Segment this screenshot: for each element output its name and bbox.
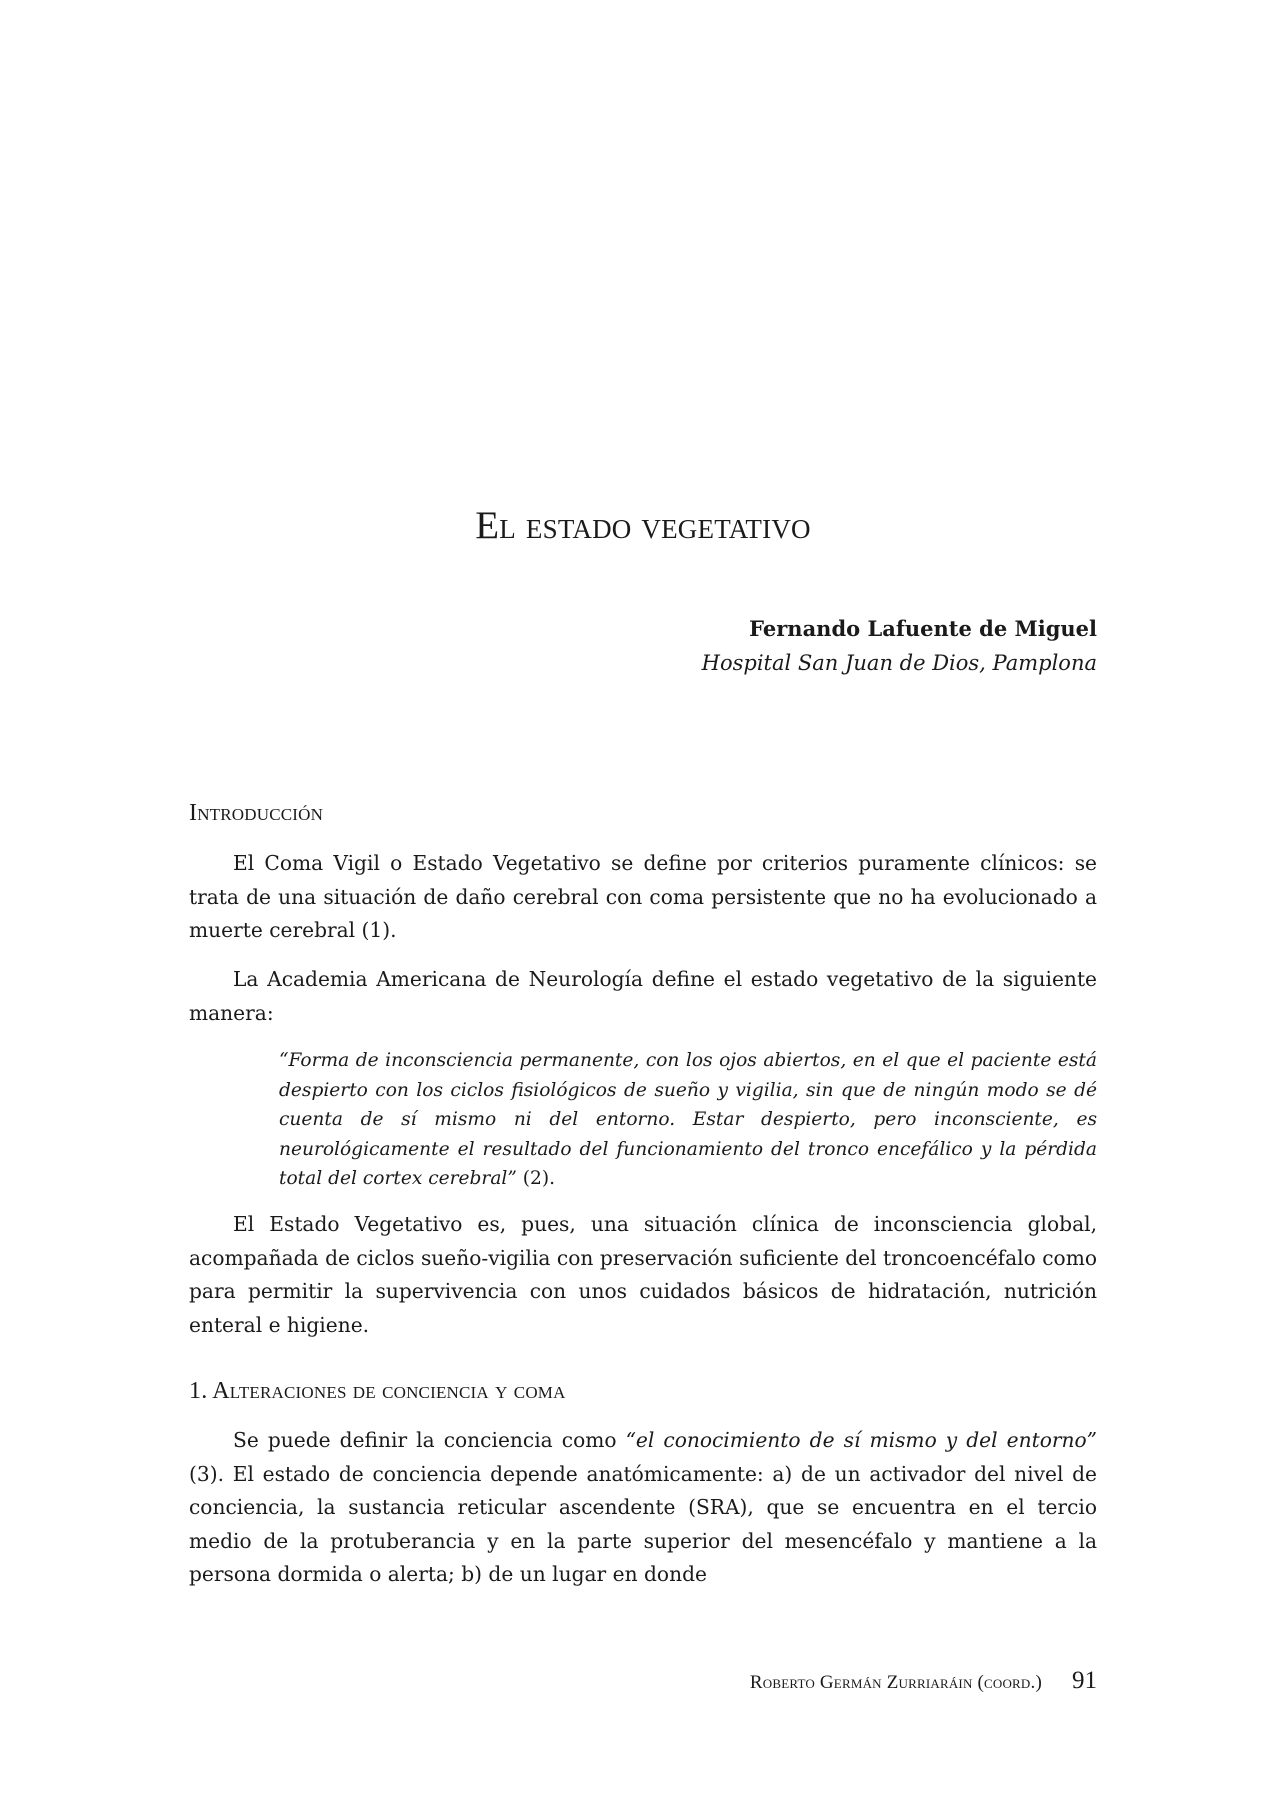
author-affiliation: Hospital San Juan de Dios, Pamplona: [701, 651, 1097, 675]
page-footer: [750, 1667, 1097, 1695]
section-1-quoted-definition: “el conocimiento de sí mismo y del entorno”: [625, 1428, 1097, 1452]
section-1-text-start: Se puede definir la conciencia como: [233, 1428, 626, 1452]
section-1-paragraph: [189, 1424, 1097, 1592]
section-1-text-rest: (3). El estado de conciencia depende anatómicamente: a) de un activador del nivel de conciencia, la sustancia reticular ascendente (SRA), que se encuentra en el tercio medio de la protuberancia y en la parte superior del mesencéfalo y mantiene a la persona dormida o alerta; b) de un lugar en donde: [189, 1461, 1097, 1587]
section-1-heading: 1. Alteraciones de conciencia y coma: [189, 1378, 566, 1404]
quote-citation: (2).: [516, 1168, 556, 1189]
quote-text: “Forma de inconsciencia permanente, con los ojos abiertos, en el que el paciente está despierto con los ciclos fisiológicos de sueño y vigilia, sin que de ningún modo se dé cuenta de sí mismo ni del entorno. Estar despierto, pero inconsciente, es neurológicamente el resultado del funcionamiento del tronco encefálico y la pérdida total del cortex cerebral”: [279, 1050, 1097, 1189]
intro-heading: Introducción: [189, 800, 324, 826]
block-quote: [279, 1046, 1097, 1194]
intro-paragraph-3: El Estado Vegetativo es, pues, una situación clínica de inconsciencia global, acompañada de ciclos sueño-vigilia con preservación suficiente del troncoencéfalo como para permitir la supervivencia con unos cuidados básicos de hidratación, nutrición enteral e higiene.: [189, 1212, 1097, 1337]
intro-paragraph-2: La Academia Americana de Neurología define el estado vegetativo de la siguiente manera:: [189, 967, 1097, 1025]
footer-credit: Roberto Germán Zurriaráin (coord.): [749, 1672, 1042, 1693]
author-name: Fernando Lafuente de Miguel: [749, 616, 1097, 641]
chapter-title: El estado vegetativo: [475, 504, 811, 547]
page-number: 91: [1072, 1667, 1097, 1694]
document-page: [189, 0, 1097, 1807]
intro-paragraph-1: El Coma Vigil o Estado Vegetativo se define por criterios puramente clínicos: se trata de una situación de daño cerebral con coma persistente que no ha evolucionado a muerte cerebral (1).: [189, 851, 1097, 943]
author-block: [702, 612, 1097, 680]
